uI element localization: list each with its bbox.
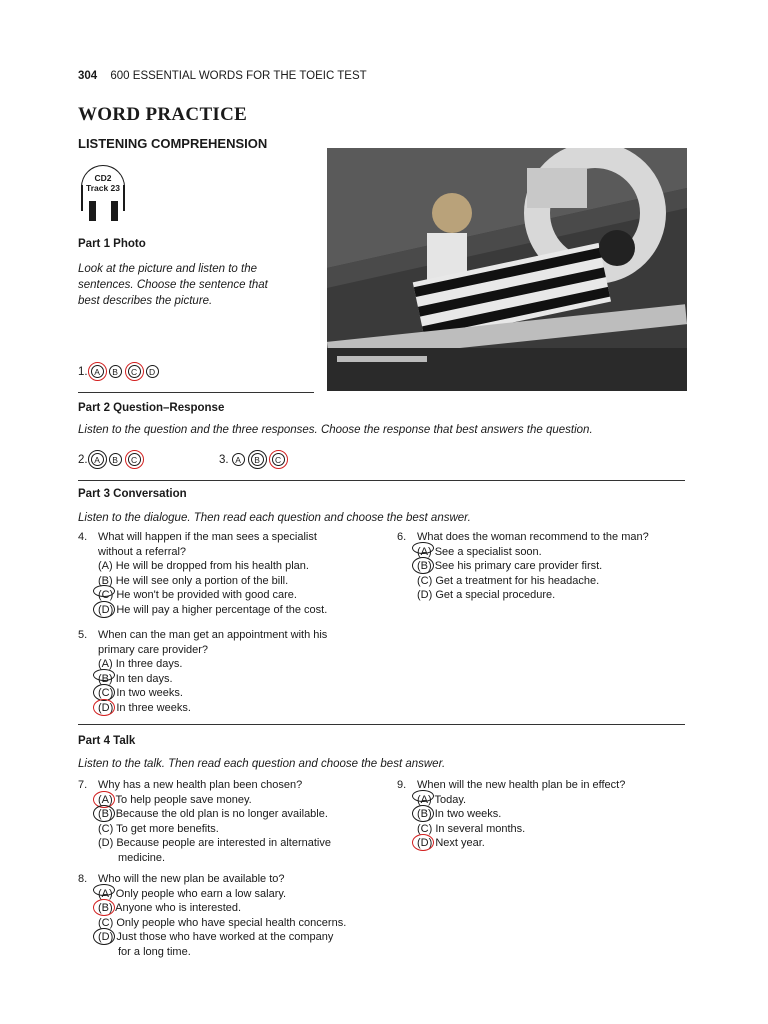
- page-title: WORD PRACTICE: [78, 104, 248, 125]
- divider: [78, 392, 314, 393]
- part2-label: Part 2 Question–Response: [78, 402, 225, 414]
- q4-number: 4.: [78, 531, 88, 543]
- q5-number: 5.: [78, 629, 88, 641]
- q2-number: 2.: [78, 453, 88, 466]
- q3-mark-c: [269, 450, 288, 469]
- q6-option-c[interactable]: (C) Get a treatment for his headache.: [417, 574, 600, 587]
- q1-choice-a[interactable]: A: [91, 365, 104, 378]
- q1-mark-a: [88, 362, 107, 381]
- q9-number: 9.: [397, 779, 407, 791]
- q6-mark-b: [412, 557, 434, 574]
- q8-option-d-continued: for a long time.: [118, 945, 191, 958]
- q1-choice-d[interactable]: D: [146, 365, 159, 378]
- q2-choice-c[interactable]: C: [128, 453, 141, 466]
- q3-choice-a[interactable]: A: [232, 453, 245, 466]
- book-title: 600 ESSENTIAL WORDS FOR THE TOEIC TEST: [110, 70, 367, 82]
- q5-option-a[interactable]: (A) In three days.: [98, 658, 183, 670]
- q1-answer-row: [78, 362, 162, 381]
- q9-option-c[interactable]: (C) In several months.: [417, 822, 526, 835]
- q3-answer-row: [219, 450, 290, 469]
- q8-mark-d: [93, 928, 115, 945]
- question-6: [397, 530, 697, 603]
- q9-mark-a: [412, 790, 434, 802]
- q1-number: 1.: [78, 365, 88, 378]
- q8-option-d[interactable]: (D) Just those who have worked at the company: [78, 930, 398, 945]
- q8-option-a[interactable]: (A) Only people who earn a low salary.: [78, 887, 398, 902]
- part1-instruction: Look at the picture and listen to the sentences. Choose the sentence that best describes the picture.: [78, 263, 268, 307]
- part2-instruction: Listen to the question and the three responses. Choose the response that best answers the question.: [78, 424, 593, 436]
- q7-number: 7.: [78, 779, 88, 791]
- q5-option-d[interactable]: (D) In three weeks.: [78, 701, 378, 716]
- q3-choice-c[interactable]: C: [272, 453, 285, 466]
- q3-mark-b: [248, 450, 267, 469]
- q2-choice-a[interactable]: A: [91, 453, 104, 466]
- q4-option-a[interactable]: (A) He will be dropped from his health plan.: [98, 560, 309, 572]
- q2-choice-b[interactable]: B: [109, 453, 122, 466]
- q4-mark-d: [93, 601, 115, 618]
- question-7: [78, 778, 378, 865]
- q3-number: 3.: [219, 453, 229, 466]
- q4-option-d[interactable]: (D) He will pay a higher percentage of the cost.: [78, 603, 378, 618]
- q9-mark-b: [412, 805, 434, 822]
- q6-mark-a: [412, 542, 434, 554]
- part3-label: Part 3 Conversation: [78, 488, 187, 500]
- cd-label: CD2: [94, 173, 112, 183]
- q7-option-c[interactable]: (C) To get more benefits.: [98, 822, 219, 835]
- question-8: [78, 872, 398, 959]
- page-number: 304: [78, 70, 98, 82]
- q8-option-b[interactable]: (B) Anyone who is interested.: [78, 901, 398, 916]
- q7-option-a[interactable]: (A) To help people save money.: [78, 793, 378, 808]
- part3-instruction: Listen to the dialogue. Then read each question and choose the best answer.: [78, 512, 471, 524]
- question-4: [78, 530, 378, 617]
- exam-photo: [327, 148, 687, 391]
- q8-option-c[interactable]: (C) Only people who have special health concerns.: [98, 916, 347, 929]
- q4-text-line1: What will happen if the man sees a specialist: [98, 531, 317, 543]
- q9-mark-d: [412, 834, 434, 851]
- question-5: [78, 628, 378, 715]
- q9-text-line1: When will the new health plan be in effect?: [417, 779, 626, 791]
- q5-mark-b: [93, 669, 115, 681]
- q8-text-line1: Who will the new plan be available to?: [98, 873, 285, 885]
- q5-text-line2: primary care provider?: [98, 643, 209, 656]
- q4-text-line2: without a referral?: [98, 545, 187, 558]
- q1-choice-b[interactable]: B: [109, 365, 122, 378]
- q5-text-line1: When can the man get an appointment with his: [98, 629, 328, 641]
- q6-option-b[interactable]: (B) See his primary care provider first.: [397, 559, 697, 574]
- section-subtitle: LISTENING COMPREHENSION: [78, 136, 268, 151]
- q9-option-b[interactable]: (B) In two weeks.: [397, 807, 697, 822]
- headphones-cd-icon: [78, 165, 128, 223]
- q8-mark-a: [93, 884, 115, 896]
- q7-option-d[interactable]: (D) Because people are interested in alternative: [98, 837, 331, 849]
- q2-answer-row: [78, 450, 146, 469]
- q4-mark-c: [93, 585, 115, 597]
- q5-option-c[interactable]: (C) In two weeks.: [78, 686, 378, 701]
- q2-mark-a: [88, 450, 107, 469]
- q7-text-line1: Why has a new health plan been chosen?: [98, 779, 303, 791]
- q5-mark-d: [93, 699, 115, 716]
- q6-option-d[interactable]: (D) Get a special procedure.: [417, 589, 556, 601]
- divider: [78, 480, 685, 481]
- q1-mark-c: [125, 362, 144, 381]
- q4-option-c[interactable]: (C) He won't be provided with good care.: [78, 588, 378, 603]
- running-header: [78, 70, 367, 82]
- q7-mark-b: [93, 805, 115, 822]
- q5-option-b[interactable]: (B) In ten days.: [78, 672, 378, 687]
- q2-mark-c: [125, 450, 144, 469]
- medical-scan-photo: [327, 148, 687, 391]
- q3-choice-b[interactable]: B: [251, 453, 264, 466]
- part4-label: Part 4 Talk: [78, 735, 136, 747]
- q8-number: 8.: [78, 873, 88, 885]
- q4-option-b[interactable]: (B) He will see only a portion of the bill.: [98, 574, 289, 587]
- q6-number: 6.: [397, 531, 407, 543]
- q7-option-b[interactable]: (B) Because the old plan is no longer available.: [78, 807, 378, 822]
- q1-choice-c[interactable]: C: [128, 365, 141, 378]
- divider: [78, 724, 685, 725]
- part1-label: Part 1 Photo: [78, 238, 146, 250]
- q6-option-a[interactable]: (A) See a specialist soon.: [397, 545, 697, 560]
- q8-mark-b: [93, 899, 115, 916]
- q9-option-d[interactable]: (D) Next year.: [397, 836, 697, 851]
- question-9: [397, 778, 697, 851]
- q6-text-line1: What does the woman recommend to the man?: [417, 531, 649, 543]
- track-label: Track 23: [85, 183, 121, 193]
- part4-instruction: Listen to the talk. Then read each question and choose the best answer.: [78, 758, 446, 770]
- q9-option-a[interactable]: (A) Today.: [397, 793, 697, 808]
- q7-option-d-continued: medicine.: [118, 851, 166, 864]
